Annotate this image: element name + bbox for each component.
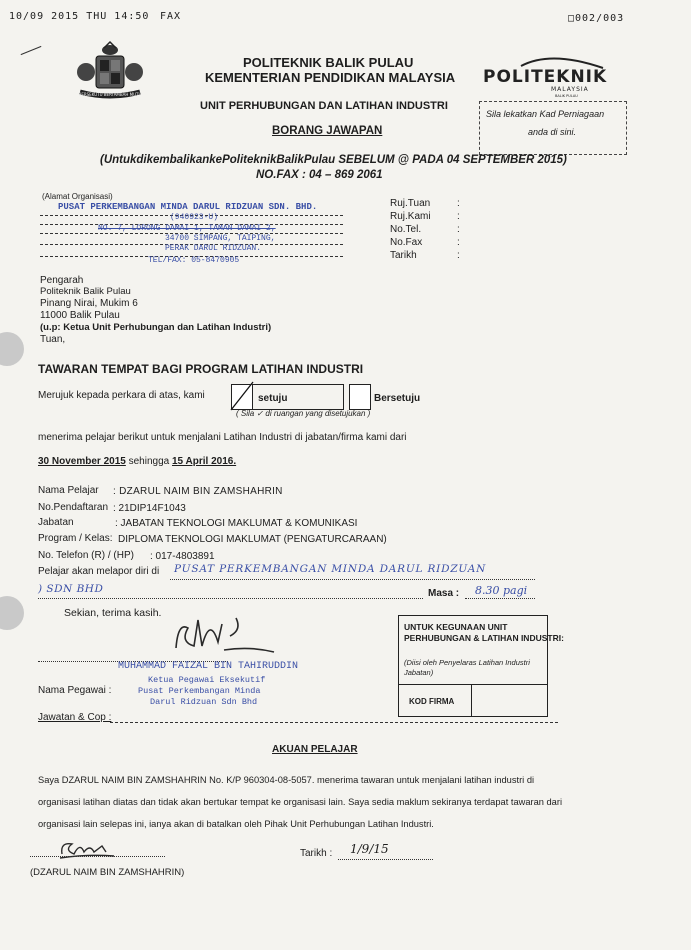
section-divider — [110, 722, 558, 723]
ministry-name: KEMENTERIAN PENDIDIKAN MALAYSIA — [205, 70, 456, 85]
unit-name: UNIT PERHUBUNGAN DAN LATIHAN INDUSTRI — [200, 100, 448, 112]
time-line — [465, 598, 535, 599]
student-sign-line — [30, 856, 165, 857]
period-end: 15 April 2016. — [172, 456, 237, 467]
fax-datetime: 10/09 2015 THU 14:50 — [9, 11, 150, 22]
org-name: PUSAT PERKEMBANGAN MINDA DARUL RIDZUAN SDN. BHD. — [58, 202, 318, 212]
report-place-1: PUSAT PERKEMBANGAN MINDA DARUL RIDZUAN — [174, 563, 487, 575]
recipient-line-2: Politeknik Balik Pulau — [40, 286, 131, 297]
ref-label: Ruj.Tuan — [390, 198, 431, 209]
akuan-date-label: Tarikh : — [300, 848, 333, 859]
form-title: BORANG JAWAPAN — [272, 125, 383, 137]
card-box-line2: anda di sini. — [528, 127, 577, 137]
ref-sep: : — [457, 250, 460, 261]
ref-sep: : — [457, 237, 460, 248]
report-place-2: ) SDN BHD — [38, 583, 104, 595]
ref-label: Tarikh — [390, 250, 417, 261]
recipient-line-4: 11000 Balik Pulau — [40, 310, 120, 321]
subject-title: TAWARAN TEMPAT BAGI PROGRAM LATIHAN INDUSTRI — [38, 362, 364, 376]
training-period — [38, 456, 236, 467]
reply-body: menerima pelajar berikut untuk menjalani Latihan Industri di jabatan/firma kami dari — [38, 432, 407, 443]
report-line-1 — [170, 579, 535, 580]
student-reg: : 21DIP14F1043 — [113, 503, 186, 514]
fax-page: □002/003 — [568, 13, 625, 24]
report-time: 8.30 pagi — [475, 584, 528, 597]
ref-label: No.Tel. — [390, 224, 422, 235]
officer-signature — [170, 612, 280, 660]
period-start: 30 November 2015 — [38, 456, 126, 467]
student-tel-label: No. Telefon (R) / (HP) — [38, 550, 134, 561]
logo-campus: BALIK PULAU — [555, 94, 578, 98]
politeknik-logo — [481, 52, 621, 98]
report-label: Pelajar akan melapor diri di — [38, 566, 160, 577]
return-instruction: (UntukdikembalikankePoliteknikBalikPulau SEBELUM @ PADA 04 SEPTEMBER 2015) — [100, 154, 567, 166]
officer-title-3: Darul Ridzuan Sdn Bhd — [150, 697, 258, 707]
option-setuju: setuju — [258, 393, 288, 404]
akuan-title: AKUAN PELAJAR — [272, 744, 358, 755]
logo-wordmark: POLITEKNIK — [483, 67, 608, 87]
org-reg: (940923-U) — [170, 213, 219, 222]
closing-text: Sekian, terima kasih. — [64, 607, 162, 619]
org-address-1: NO. 7, LORONG DAMAI 1, TAMAN DAMAI 2, — [98, 224, 276, 233]
ref-sep: : — [457, 198, 460, 209]
officer-title-2: Pusat Perkembangan Minda — [138, 686, 261, 696]
ref-no-fax — [390, 237, 460, 248]
recipient-line-3: Pinang Nirai, Mukim 6 — [40, 298, 138, 309]
recipient-attn: (u.p: Ketua Unit Perhubungan dan Latihan Industri) — [40, 322, 272, 333]
fax-label: FAX — [160, 11, 182, 22]
malaysia-crest-emblem — [74, 40, 146, 102]
ref-no-tel — [390, 224, 460, 235]
ref-label: No.Fax — [390, 237, 423, 248]
office-box-title-1: UNTUK KEGUNAAN UNIT — [404, 622, 508, 632]
card-box-line1: Sila lekatkan Kad Perniagaan — [486, 109, 605, 119]
reply-prefix: Merujuk kepada perkara di atas, kami — [38, 390, 205, 401]
student-dept-label: Jabatan — [38, 517, 74, 528]
akuan-line-2: organisasi latihan diatas dan tidak akan bertukar tempat ke organisasi lain. Saya sedia maklum sekiranya terdapat tawaran dari — [38, 797, 563, 807]
ref-sep: : — [457, 211, 460, 222]
ref-label: Ruj.Kami — [390, 211, 431, 222]
option-bersetuju: Bersetuju — [374, 393, 421, 404]
logo-country: MALAYSIA — [551, 86, 589, 93]
student-name-label: Nama Pelajar — [38, 485, 99, 496]
org-address-3: PERAK DARUL RIDZUAN. — [165, 244, 262, 253]
salutation: Tuan, — [40, 334, 66, 345]
officer-name: MUHAMMAD FAIZAL BIN TAHIRUDDIN — [118, 661, 299, 672]
office-box-title-2: PERHUBUNGAN & LATIHAN INDUSTRI: — [404, 633, 564, 643]
crest-motto: BERSEKUTU BERTAMBAH MUTU — [78, 92, 142, 97]
ref-sep: : — [457, 224, 460, 235]
officer-post-label: Jawatan & Cop : — [38, 712, 112, 723]
hole-punch-top — [0, 332, 24, 366]
hole-punch-bottom — [0, 596, 24, 630]
firm-code-label: KOD FIRMA — [409, 697, 455, 706]
report-line-2 — [38, 598, 423, 599]
firm-code-row — [399, 684, 547, 716]
student-dept: : JABATAN TEKNOLOGI MAKLUMAT & KOMUNIKASI — [115, 518, 358, 529]
checkbox-bersetuju[interactable] — [349, 384, 371, 410]
akuan-line-3: organisasi lain selepas ini, ianya akan di batalkan oleh Pihak Unit Perhubungan Latihan Industri. — [38, 819, 434, 829]
student-name: : DZARUL NAIM BIN ZAMSHAHRIN — [113, 486, 283, 497]
firm-code-cell[interactable] — [471, 685, 548, 716]
fax-number: NO.FAX : 04 – 869 2061 — [256, 169, 383, 181]
institution-name: POLITEKNIK BALIK PULAU — [243, 55, 414, 70]
akuan-line-1: Saya DZARUL NAIM BIN ZAMSHAHRIN No. K/P 960304-08-5057. menerima tawaran untuk menjalani latihan industri di — [38, 775, 535, 785]
org-telfax: TEL/FAX: 05-8470905 — [148, 256, 240, 265]
pen-mark — [21, 46, 42, 55]
setuju-box-border — [231, 384, 344, 410]
office-use-box — [398, 615, 564, 717]
ref-tarikh — [390, 250, 460, 261]
student-signature — [58, 838, 118, 862]
org-label: (Alamat Organisasi) — [42, 192, 113, 201]
akuan-date: 1/9/15 — [350, 842, 389, 856]
office-box-note-2: Jabatan) — [404, 668, 434, 677]
student-prog-label: Program / Kelas: — [38, 533, 113, 544]
time-label: Masa : — [428, 588, 460, 599]
tick-note: ( Sila ✓ di ruangan yang disetujukan ) — [236, 409, 371, 418]
office-box-note-1: (Diisi oleh Penyelaras Latihan Industri — [404, 658, 530, 667]
student-reg-label: No.Pendaftaran — [38, 502, 109, 513]
student-prog: DIPLOMA TEKNOLOGI MAKLUMAT (PENGATURCARAAN) — [118, 534, 387, 545]
org-address-2: 34700 SIMPANG, TAIPING, — [165, 234, 276, 243]
business-card-box — [479, 101, 627, 155]
officer-title-1: Ketua Pegawai Eksekutif — [148, 675, 266, 685]
ref-ruj-kami — [390, 211, 460, 222]
student-tel: : 017-4803891 — [150, 551, 215, 562]
recipient-line-1: Pengarah — [40, 275, 84, 286]
student-name-footer: (DZARUL NAIM BIN ZAMSHAHRIN) — [30, 867, 185, 878]
ref-ruj-tuan — [390, 198, 460, 209]
akuan-date-line — [338, 859, 433, 860]
period-mid: sehingga — [125, 456, 172, 467]
officer-name-label: Nama Pegawai : — [38, 685, 112, 696]
